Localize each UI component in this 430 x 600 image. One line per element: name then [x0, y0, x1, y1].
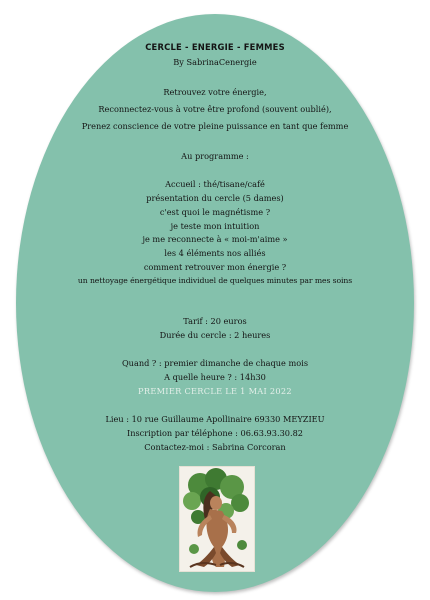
first-circle-date: PREMIER CERCLE LE 1 MAI 2022 — [138, 386, 292, 396]
quand-text: Quand ? : premier dimanche de chaque mois — [121, 358, 309, 368]
program-item: un nettoyage énergétique individuel de quelques minutes par mes soins — [77, 276, 353, 285]
tarif-text: Tarif : 20 euros — [183, 316, 247, 326]
intro-line-3: Prenez conscience de votre pleine puissance en tant que femme — [81, 121, 349, 131]
intro-line-2: Reconnectez-vous à votre être profond (souvent oublié), — [98, 104, 332, 114]
inscription-text: Inscription par téléphone : 06.63.93.30.82 — [126, 428, 304, 438]
program-item: présentation du cercle (5 dames) — [146, 193, 284, 203]
program-item: comment retrouver mon énergie ? — [143, 262, 287, 272]
lieu-text: Lieu : 10 rue Guillaume Apollinaire 69330 MEYZIEU — [105, 414, 325, 424]
duree-text: Durée du cercle : 2 heures — [159, 330, 271, 340]
program-item: je teste mon intuition — [170, 221, 260, 231]
program-item: Accueil : thé/tisane/café — [165, 179, 265, 189]
flyer-title: CERCLE - ENERGIE - FEMMES — [145, 42, 285, 52]
program-item: les 4 éléments nos alliés — [164, 248, 266, 258]
program-heading: Au programme : — [181, 151, 249, 161]
flyer-byline: By SabrinaCenergie — [173, 57, 257, 67]
intro-line-1: Retrouvez votre énergie, — [163, 87, 267, 97]
tree-woman-illustration — [179, 466, 255, 572]
contact-text: Contactez-moi : Sabrina Corcoran — [144, 442, 286, 452]
program-item: je me reconnecte à « moi-m'aime » — [142, 234, 288, 244]
heure-text: A quelle heure ? : 14h30 — [164, 372, 266, 382]
tree-woman-icon — [180, 467, 254, 571]
program-item: c'est quoi le magnétisme ? — [159, 207, 271, 217]
